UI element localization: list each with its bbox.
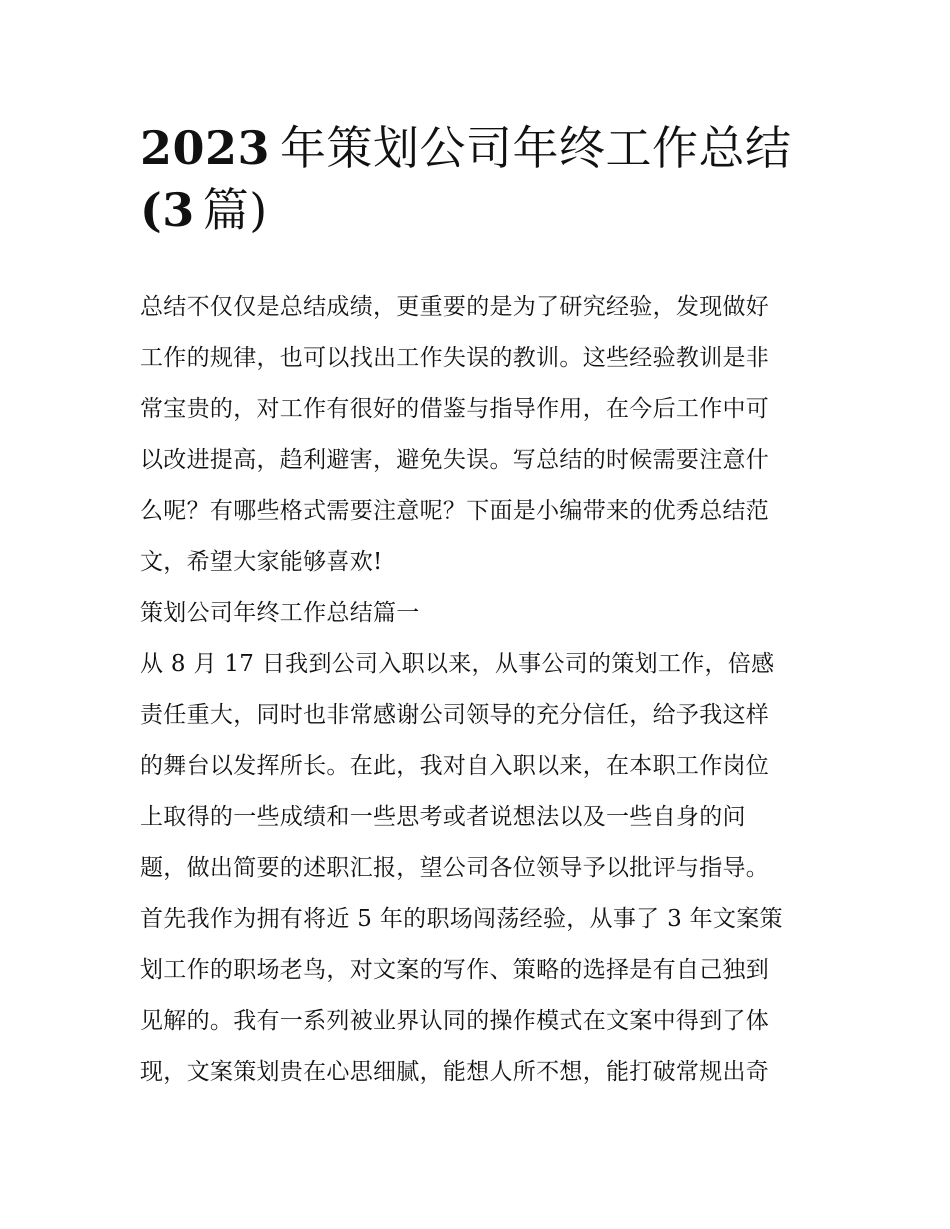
text-line: 以改进提高，趋利避害，避免失误。写总结的时候需要注意什 bbox=[140, 447, 770, 473]
text-line: 总结不仅仅是总结成绩，更重要的是为了研究经验，发现做好 bbox=[140, 294, 770, 320]
text-line: 文，希望大家能够喜欢! bbox=[140, 549, 383, 575]
title-count: (3 bbox=[140, 183, 195, 237]
text-line: 现，文案策划贵在心思细腻，能想人所不想，能打破常规出奇 bbox=[140, 1059, 770, 1085]
text-line: 上取得的一些成绩和一些思考或者说想法以及一些自身的问 bbox=[140, 804, 746, 830]
text-line: 工作的规律，也可以找出工作失误的教训。这些经验教训是非 bbox=[140, 345, 770, 371]
document-title bbox=[140, 117, 820, 241]
text-line: 首先我作为拥有将近 5 年的职场闯荡经验，从事了 3 年文案策 bbox=[140, 906, 783, 932]
text-line: 从 8 月 17 日我到公司入职以来，从事公司的策划工作，倍感 bbox=[140, 651, 775, 677]
text-line: 么呢？有哪些格式需要注意呢？下面是小编带来的优秀总结范 bbox=[140, 498, 770, 524]
section-heading: 策划公司年终工作总结篇一 bbox=[140, 600, 420, 626]
title-main: 年策划公司年终工作总结 bbox=[280, 121, 792, 175]
text-line: 见解的。我有一系列被业界认同的操作模式在文案中得到了体 bbox=[140, 1008, 770, 1034]
text-line: 责任重大，同时也非常感谢公司领导的充分信任，给予我这样 bbox=[140, 702, 770, 728]
title-year: 2023 bbox=[140, 121, 271, 175]
text-line: 的舞台以发挥所长。在此，我对自入职以来，在本职工作岗位 bbox=[140, 753, 770, 779]
text-line: 题，做出简要的述职汇报，望公司各位领导予以批评与指导。 bbox=[140, 855, 770, 881]
document-body bbox=[140, 282, 820, 1098]
text-line: 划工作的职场老鸟，对文案的写作、策略的选择是有自己独到 bbox=[140, 957, 770, 983]
text-line: 常宝贵的，对工作有很好的借鉴与指导作用，在今后工作中可 bbox=[140, 396, 770, 422]
title-count-suffix: 篇) bbox=[202, 183, 268, 237]
